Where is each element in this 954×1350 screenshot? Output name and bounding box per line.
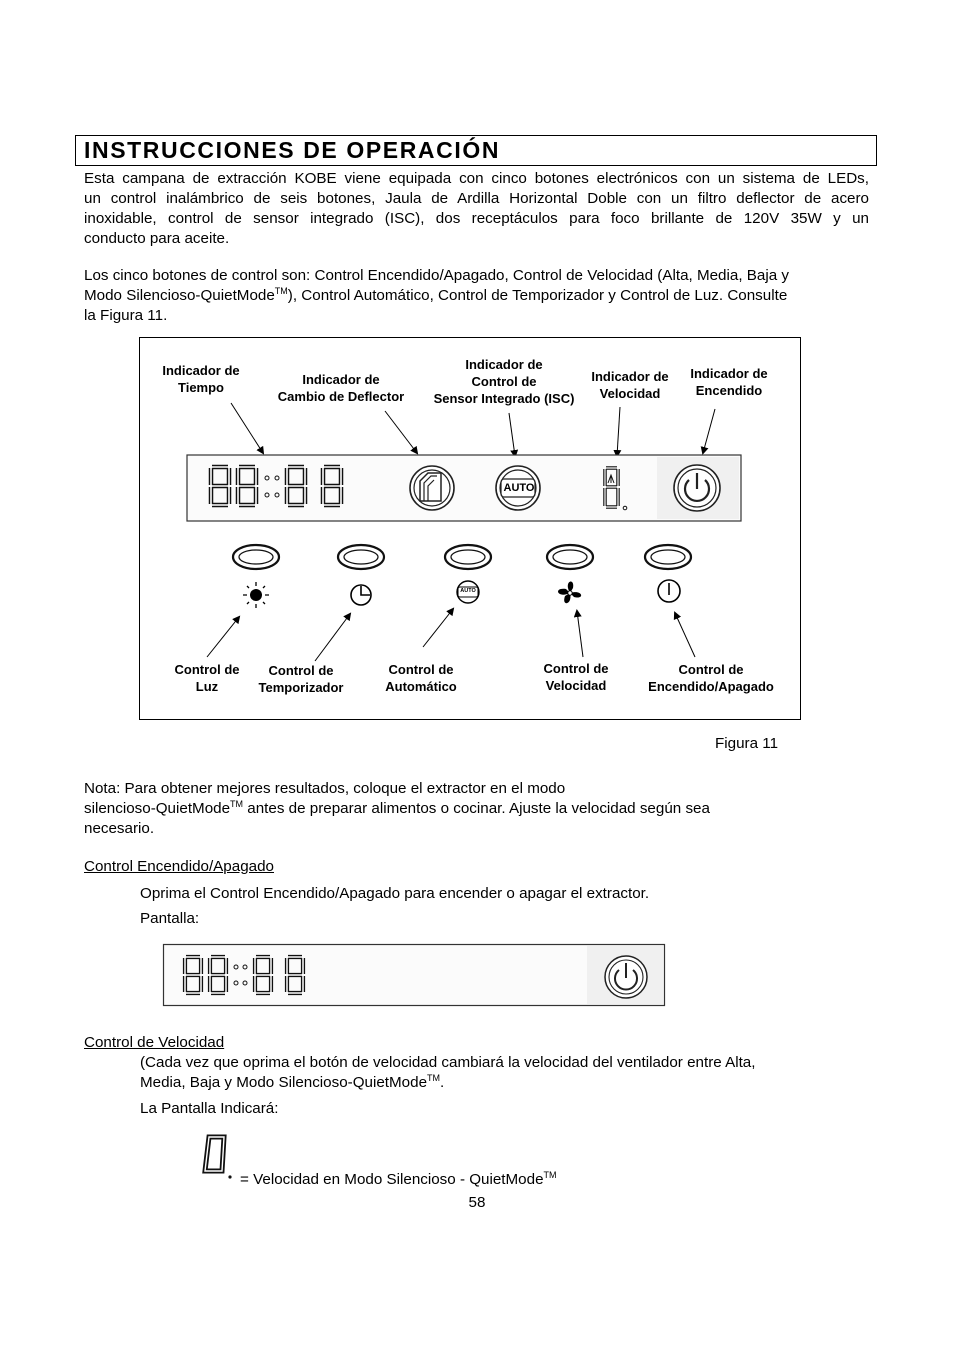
arrow-speed-indicator <box>617 407 620 456</box>
arrow-deflector <box>385 411 417 453</box>
arrow-light-control <box>207 617 239 657</box>
deflector-indicator-icon <box>410 466 454 510</box>
section-title-power: Control Encendido/Apagado <box>84 858 274 875</box>
arrow-isc <box>509 413 515 456</box>
figure-caption: Figura 11 <box>715 735 779 752</box>
controls-paragraph <box>84 266 869 326</box>
auto-small-text: AUTO <box>460 588 476 594</box>
label-isc-indicator: Indicador de Control de Sensor Integrado (ISC) <box>433 357 575 406</box>
quiet-mode-label: = Velocidad en Modo Silencioso - QuietMode™ <box>240 1170 557 1188</box>
arrow-power-control <box>675 613 695 657</box>
speed-paragraph <box>140 1053 869 1093</box>
arrow-speed-control <box>577 611 583 657</box>
controls-line-3: la Figura 11. <box>84 307 168 324</box>
label-power-control: Control de Encendido/Apagado <box>648 662 774 694</box>
power-off-icon <box>658 580 680 602</box>
light-button[interactable] <box>233 545 279 569</box>
note-line-2: silencioso-QuietMode™ antes de preparar alimentos o cocinar. Ajuste la velocidad según sea <box>84 799 710 817</box>
page-heading: INSTRUCCIONES DE OPERACIÓN <box>84 137 501 163</box>
arrow-power-indicator <box>703 409 715 453</box>
note-paragraph <box>84 779 869 839</box>
label-light-control: Control de Luz <box>174 662 240 694</box>
label-time-indicator: Indicador de Tiempo <box>162 363 240 395</box>
section-title-speed: Control de Velocidad <box>84 1034 225 1051</box>
controls-line-2: Modo Silencioso-QuietMode™), Control Automático, Control de Temporizador y Control de Luz. Consulte <box>84 286 788 304</box>
quiet-mode-digit <box>200 1133 240 1183</box>
power-indicator-icon <box>674 465 720 511</box>
power-display-panel <box>163 944 665 1006</box>
oval-buttons <box>233 545 691 569</box>
label-deflector-indicator: Indicador de Cambio de Deflector <box>277 372 405 404</box>
arrow-time <box>231 403 263 453</box>
power-display-label: Pantalla: <box>140 910 200 927</box>
label-speed-indicator: Indicador de Velocidad <box>591 369 669 401</box>
arrow-timer-control <box>315 614 350 661</box>
intro-line-3: inoxidable, control de sensor integrado (ISC), dos receptáculos para foco brillante de 120V 35W y un <box>84 210 869 227</box>
intro-line-1: Esta campana de extracción KOBE viene equipada con cinco botones electrónicos con un sistema de LEDs, <box>84 170 869 187</box>
light-bulb-icon <box>243 582 269 608</box>
timer-button[interactable] <box>338 545 384 569</box>
intro-line-2: un control inalámbrico de seis botones, Jaula de Ardilla Horizontal Doble con un filtro deflector de acero <box>84 190 869 207</box>
controls-line-1: Los cinco botones de control son: Control Encendido/Apagado, Control de Velocidad (Alta, Media, Baja y <box>84 267 789 284</box>
speed-line-2: Media, Baja y Modo Silencioso-QuietMode™. <box>140 1073 445 1091</box>
control-panel-diagram <box>139 337 801 720</box>
power-button[interactable] <box>645 545 691 569</box>
label-power-indicator: Indicador de Encendido <box>690 366 768 398</box>
speed-line-1: (Cada vez que oprima el botón de velocidad cambiará la velocidad del ventilador entre Alta, <box>140 1054 756 1071</box>
speed-display-label: La Pantalla Indicará: <box>140 1100 279 1117</box>
intro-line-4: conducto para aceite. <box>84 230 230 247</box>
auto-button[interactable] <box>445 545 491 569</box>
intro-paragraph <box>84 169 869 249</box>
power-display-icon <box>605 956 647 998</box>
page-number: 58 <box>468 1194 486 1211</box>
arrow-auto-control <box>423 609 453 647</box>
note-line-1: Nota: Para obtener mejores resultados, coloque el extractor en el modo <box>84 780 566 797</box>
label-auto-control: Control de Automático <box>385 662 457 694</box>
power-instruction: Oprima el Control Encendido/Apagado para encender o apagar el extractor. <box>140 885 650 902</box>
note-line-3: necesario. <box>84 820 155 837</box>
clock-icon <box>351 585 371 605</box>
label-timer-control: Control de Temporizador <box>258 663 344 695</box>
fan-icon <box>558 582 581 604</box>
label-speed-control: Control de Velocidad <box>543 661 609 693</box>
auto-indicator-text: AUTO <box>503 482 535 494</box>
speed-button[interactable] <box>547 545 593 569</box>
